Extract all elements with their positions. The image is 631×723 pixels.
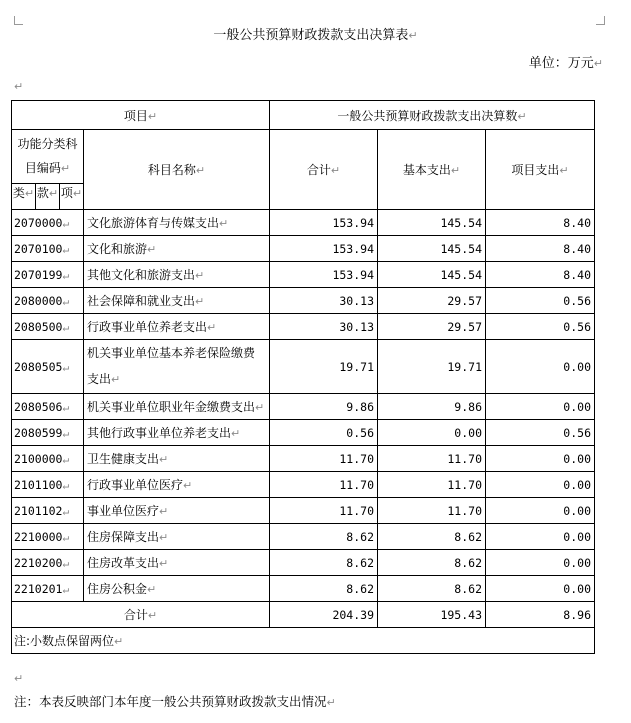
row-basic: 9.86 [378,394,486,420]
table-row [12,472,595,498]
table-row [12,498,595,524]
row-subject-name: 住房改革支出↵ [84,550,270,576]
table-note: 注:小数点保留两位↵ [12,628,595,654]
header-func-class: 功能分类科 目编码↵ [12,130,84,184]
header-kuan: 款↵ [36,184,60,209]
row-subject-name: 其他行政事业单位养老支出↵ [84,420,270,446]
row-code: 2070100↵ [12,236,84,262]
table-row [12,236,595,262]
row-subject-name: 机关事业单位基本养老保险缴费支出↵ [84,340,270,394]
row-basic: 0.00 [378,420,486,446]
row-basic: 8.62 [378,550,486,576]
sum-total: 204.39 [270,602,378,628]
row-project: 8.40 [486,262,595,288]
paragraph-mark: ↵ [14,80,24,93]
row-code: 2070000↵ [12,210,84,236]
row-project: 0.00 [486,498,595,524]
row-basic: 8.62 [378,524,486,550]
row-total: 30.13 [270,288,378,314]
row-basic: 29.57 [378,314,486,340]
header-subject-name: 科目名称↵ [84,130,270,210]
row-total: 153.94 [270,236,378,262]
table-row [12,314,595,340]
row-code: 2101102↵ [12,498,84,524]
footer-note: 注：本表反映部门本年度一般公共预算财政拨款支出情况↵ [14,694,336,709]
table-row [12,420,595,446]
table-row [12,288,595,314]
row-basic: 8.62 [378,576,486,602]
row-total: 8.62 [270,576,378,602]
row-total: 19.71 [270,340,378,394]
sum-basic: 195.43 [378,602,486,628]
row-project: 8.40 [486,210,595,236]
row-subject-name: 机关事业单位职业年金缴费支出↵ [84,394,270,420]
row-project: 0.56 [486,420,595,446]
row-subject-name: 行政事业单位养老支出↵ [84,314,270,340]
paragraph-mark-2: ↵ [14,672,24,685]
header-project: 项目支出↵ [486,130,595,210]
row-total: 8.62 [270,524,378,550]
row-basic: 145.54 [378,210,486,236]
table-row [12,394,595,420]
header-basic: 基本支出↵ [378,130,486,210]
table-row [12,576,595,602]
row-code: 2080599↵ [12,420,84,446]
row-code: 2210201↵ [12,576,84,602]
row-total: 11.70 [270,446,378,472]
sum-label: 合计↵ [12,602,270,628]
row-project: 8.40 [486,236,595,262]
row-project: 0.00 [486,446,595,472]
row-subject-name: 文化旅游体育与传媒支出↵ [84,210,270,236]
header-sub-codes [12,184,84,210]
row-code: 2100000↵ [12,446,84,472]
row-code: 2080506↵ [12,394,84,420]
row-code: 2101100↵ [12,472,84,498]
row-subject-name: 文化和旅游↵ [84,236,270,262]
row-code: 2210000↵ [12,524,84,550]
row-project: 0.56 [486,314,595,340]
row-code: 2080505↵ [12,340,84,394]
header-total: 合计↵ [270,130,378,210]
row-project: 0.56 [486,288,595,314]
row-basic: 19.71 [378,340,486,394]
budget-table [11,100,595,654]
table-row [12,210,595,236]
row-code: 2080000↵ [12,288,84,314]
row-subject-name: 住房保障支出↵ [84,524,270,550]
row-code: 2210200↵ [12,550,84,576]
row-subject-name: 事业单位医疗↵ [84,498,270,524]
row-basic: 11.70 [378,472,486,498]
sum-project: 8.96 [486,602,595,628]
row-code: 2070199↵ [12,262,84,288]
row-total: 153.94 [270,262,378,288]
header-lei: 类↵ [12,184,36,209]
row-project: 0.00 [486,394,595,420]
unit-label: 单位：万元↵ [528,56,603,71]
table-row [12,524,595,550]
row-total: 11.70 [270,472,378,498]
table-row [12,262,595,288]
row-basic: 11.70 [378,446,486,472]
row-total: 30.13 [270,314,378,340]
header-xiang: 项↵ [60,186,83,200]
row-basic: 145.54 [378,262,486,288]
header-amount-group: 一般公共预算财政拨款支出决算数↵ [270,101,595,130]
row-subject-name: 卫生健康支出↵ [84,446,270,472]
row-subject-name: 行政事业单位医疗↵ [84,472,270,498]
row-basic: 11.70 [378,498,486,524]
table-row [12,446,595,472]
row-subject-name: 社会保障和就业支出↵ [84,288,270,314]
row-project: 0.00 [486,472,595,498]
row-code: 2080500↵ [12,314,84,340]
row-project: 0.00 [486,576,595,602]
row-total: 9.86 [270,394,378,420]
document-title: 一般公共预算财政拨款支出决算表↵ [213,28,418,43]
row-project: 0.00 [486,524,595,550]
header-item: 项目↵ [12,101,270,130]
row-total: 11.70 [270,498,378,524]
row-total: 153.94 [270,210,378,236]
row-subject-name: 住房公积金↵ [84,576,270,602]
table-row [12,550,595,576]
row-basic: 145.54 [378,236,486,262]
row-subject-name: 其他文化和旅游支出↵ [84,262,270,288]
row-project: 0.00 [486,340,595,394]
row-basic: 29.57 [378,288,486,314]
row-total: 0.56 [270,420,378,446]
row-project: 0.00 [486,550,595,576]
row-total: 8.62 [270,550,378,576]
table-row [12,340,595,394]
